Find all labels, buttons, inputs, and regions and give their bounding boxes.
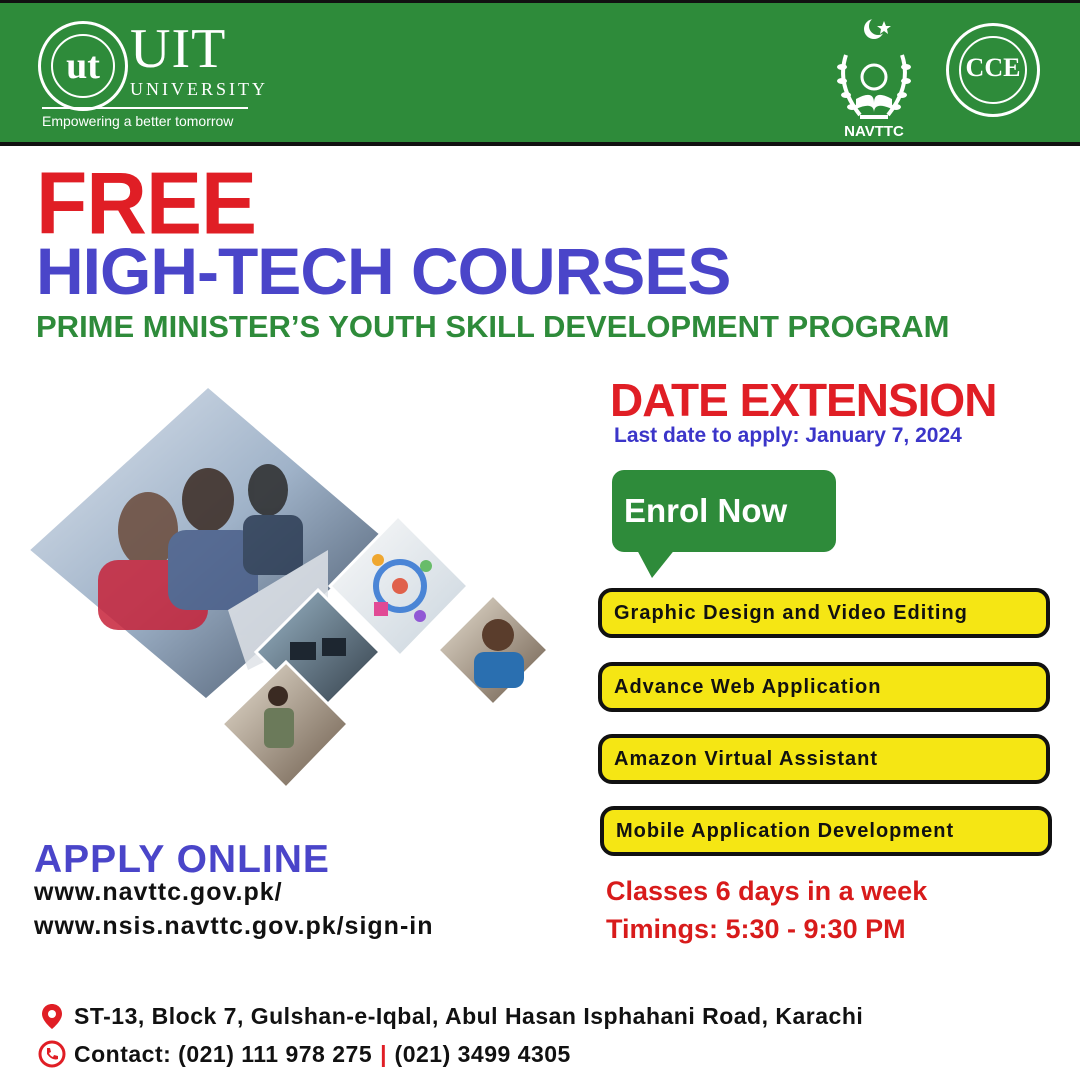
uit-name: UIT: [130, 18, 227, 80]
course-amazon-va[interactable]: Amazon Virtual Assistant: [598, 734, 1050, 784]
last-date-to-apply: Last date to apply: January 7, 2024: [614, 424, 962, 447]
contact-separator: |: [380, 1040, 387, 1067]
address-row: [38, 1000, 863, 1032]
cce-logo-mark: CCE: [959, 36, 1027, 104]
uit-subtitle: UNIVERSITY: [130, 79, 268, 99]
uit-logo-mark: ut: [51, 34, 115, 98]
nsis-signin-link[interactable]: www.nsis.navttc.gov.pk/sign-in: [34, 912, 434, 940]
contact-row: [38, 1038, 571, 1070]
enrol-bubble-tail: [636, 548, 676, 578]
uit-divider: [42, 107, 248, 109]
uit-tagline: Empowering a better tomorrow: [42, 113, 234, 129]
class-timings: Timings: 5:30 - 9:30 PM: [606, 914, 906, 944]
navttc-label: NAVTTC: [844, 123, 904, 140]
headline-courses: HIGH-TECH COURSES: [36, 234, 731, 308]
uit-logo: [38, 21, 128, 111]
course-web-application[interactable]: Advance Web Application: [598, 662, 1050, 712]
address-text: ST-13, Block 7, Gulshan-e-Iqbal, Abul Hasan Isphahani Road, Karachi: [74, 1002, 864, 1029]
cce-logo: [946, 23, 1040, 117]
navttc-website-link[interactable]: www.navttc.gov.pk/: [34, 878, 283, 906]
date-extension-title: DATE EXTENSION: [610, 374, 997, 426]
map-pin-icon: [38, 1002, 66, 1030]
course-mobile-development[interactable]: Mobile Application Development: [600, 806, 1052, 856]
contact-secondary[interactable]: (021) 3499 4305: [394, 1040, 571, 1067]
phone-icon: [38, 1040, 66, 1068]
contact-primary[interactable]: Contact: (021) 111 978 275: [74, 1040, 373, 1067]
photo-collage: [28, 380, 558, 800]
course-graphic-design[interactable]: Graphic Design and Video Editing: [598, 588, 1050, 638]
header-banner: [0, 0, 1080, 146]
enrol-now-button[interactable]: Enrol Now: [612, 470, 836, 552]
program-title: PRIME MINISTER’S YOUTH SKILL DEVELOPMENT PROGRAM: [36, 309, 950, 344]
class-days: Classes 6 days in a week: [606, 876, 928, 906]
apply-online-title: APPLY ONLINE: [34, 838, 330, 881]
headline-free: FREE: [36, 153, 257, 253]
